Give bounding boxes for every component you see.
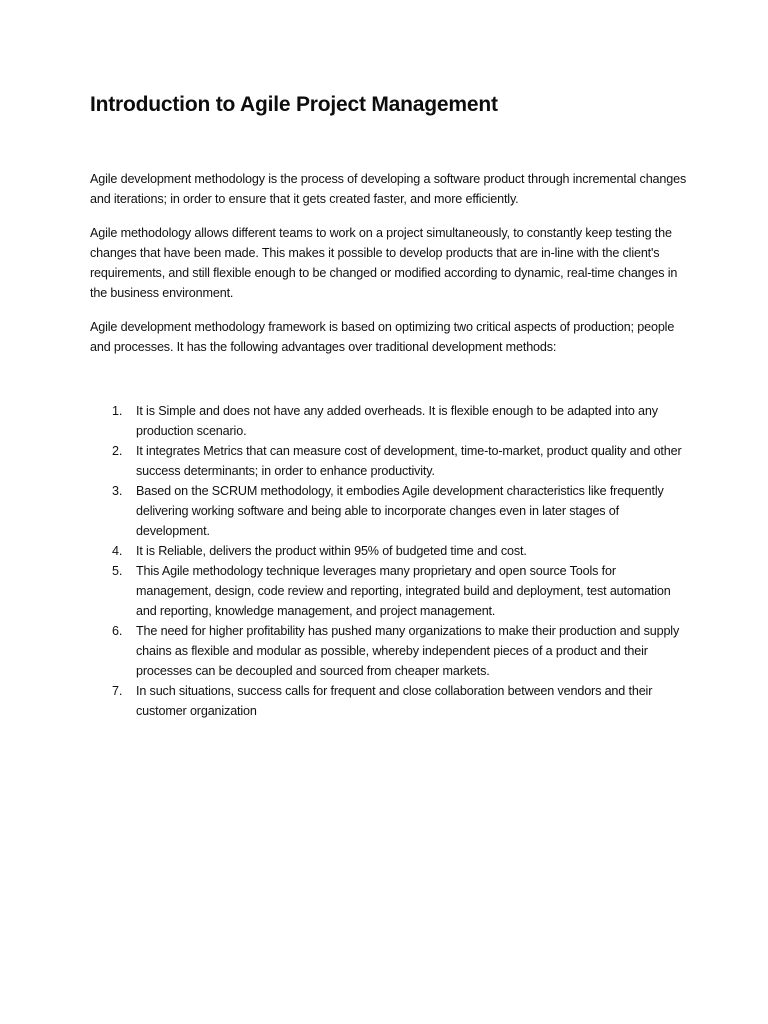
framework-paragraph: Agile development methodology framework is based on optimizing two critical aspects of production; people and processes. It has the following advantages over traditional development methods:: [90, 320, 675, 354]
list-item: [90, 621, 690, 681]
list-item-number: 5.: [112, 564, 123, 578]
list-item-text: In such situations, success calls for frequent and close collaboration between vendors and their customer organization: [136, 684, 653, 718]
list-item-number: 7.: [112, 684, 123, 698]
list-item-text: Based on the SCRUM methodology, it embodies Agile development characteristics like frequently delivering working software and being able to incorporate changes even in later stages of development.: [136, 484, 664, 538]
advantages-list: [90, 401, 690, 721]
list-item: [90, 481, 690, 541]
list-item-text: The need for higher profitability has pushed many organizations to make their production and supply chains as flexible and modular as possible, whereby independent pieces of a product and their processes can be decoupled and sourced from cheaper markets.: [136, 624, 680, 678]
list-item: [90, 681, 690, 721]
list-item-number: 4.: [112, 544, 123, 558]
teams-paragraph: Agile methodology allows different teams to work on a project simultaneously, to constantly keep testing the changes that have been made. This makes it possible to develop products that are in-line with the client's requirements, and still flexible enough to be changed or modified according to dynamic, real-time changes in the business environment.: [90, 226, 678, 300]
list-item-number: 1.: [112, 404, 123, 418]
list-item: [90, 561, 690, 621]
list-item-number: 2.: [112, 444, 123, 458]
intro-paragraph: Agile development methodology is the process of developing a software product through incremental changes and iterations; in order to ensure that it gets created faster, and more efficiently.: [90, 172, 687, 206]
list-item-text: It is Reliable, delivers the product within 95% of budgeted time and cost.: [136, 544, 527, 558]
list-item: [90, 541, 690, 561]
list-item-text: It integrates Metrics that can measure cost of development, time-to-market, product quality and other success determinants; in order to enhance productivity.: [136, 444, 682, 478]
list-item-number: 6.: [112, 624, 123, 638]
page-title: Introduction to Agile Project Management: [90, 93, 498, 116]
list-item-text: It is Simple and does not have any added overheads. It is flexible enough to be adapted into any production scenario.: [136, 404, 658, 438]
list-item-number: 3.: [112, 484, 123, 498]
list-item: [90, 401, 690, 441]
list-item: [90, 441, 690, 481]
list-item-text: This Agile methodology technique leverages many proprietary and open source Tools for management, design, code review and reporting, integrated build and deployment, test automation and reporting, knowledge management, and project management.: [136, 564, 671, 618]
